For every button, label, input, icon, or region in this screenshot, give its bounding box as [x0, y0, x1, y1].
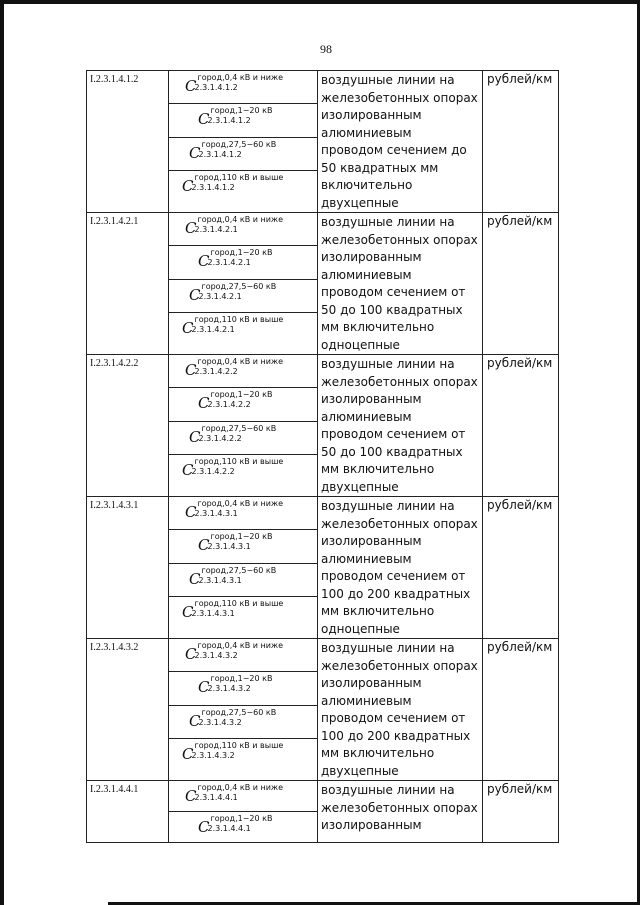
- description-line: двухцепные: [321, 763, 399, 778]
- formula-scripts: [196, 357, 283, 377]
- row-unit: рублей/км: [483, 781, 559, 843]
- formula-superscript: город,1−20 кВ: [210, 532, 273, 542]
- rate-symbol: C: [182, 745, 194, 764]
- rate-symbol: C: [185, 787, 197, 805]
- formula-superscript: город,27,5−60 кВ: [201, 707, 277, 717]
- description-line: воздушные линии на: [321, 499, 455, 513]
- description-line: алюминиевым: [321, 125, 412, 140]
- formula-subscript: 2.3.1.4.3.1: [194, 509, 238, 518]
- formula-cell: [169, 739, 318, 781]
- row-code: I.2.3.1.4.3.1: [87, 497, 169, 639]
- formula-scripts: [209, 674, 272, 694]
- rate-symbol: C: [185, 503, 197, 521]
- rate-formula: [169, 497, 317, 520]
- formula-superscript: город,110 кВ и выше: [194, 741, 284, 751]
- description-line: воздушные линии на: [321, 73, 455, 87]
- table-row: [87, 71, 559, 104]
- formula-cell: [169, 137, 318, 170]
- formula-subscript: 2.3.1.4.2.1: [194, 225, 238, 234]
- formula-subscript: 2.3.1.4.2.2: [198, 433, 242, 443]
- description-line: одноцепные: [321, 337, 400, 352]
- formula-cell: [169, 313, 318, 355]
- formula-scripts: [196, 73, 283, 93]
- row-description: [318, 497, 483, 639]
- formula-subscript: 2.3.1.4.1.2: [194, 83, 238, 92]
- formula-subscript: 2.3.1.4.4.1: [207, 824, 251, 833]
- formula-cell: [169, 639, 318, 672]
- rate-symbol: C: [198, 818, 210, 836]
- rate-formula: [169, 104, 317, 127]
- description-line: железобетонных опорах: [321, 516, 478, 531]
- rate-formula: [169, 530, 317, 553]
- description-line: мм включительно: [321, 320, 435, 334]
- formula-cell: [169, 171, 318, 213]
- formula-scripts: [209, 814, 272, 834]
- rate-formula: [169, 388, 317, 411]
- rate-symbol: C: [185, 77, 197, 95]
- rate-symbol: C: [189, 427, 201, 446]
- formula-subscript: 2.3.1.4.3.2: [198, 717, 242, 727]
- formula-subscript: 2.3.1.4.3.1: [191, 609, 235, 619]
- formula-superscript: город,110 кВ и выше: [194, 599, 284, 609]
- table-row: [87, 639, 559, 672]
- row-unit: рублей/км: [483, 71, 559, 213]
- row-unit: рублей/км: [483, 639, 559, 781]
- row-description: [318, 639, 483, 781]
- rate-symbol: C: [182, 177, 194, 196]
- formula-subscript: 2.3.1.4.3.1: [198, 575, 242, 585]
- formula-scripts: [209, 532, 272, 552]
- formula-superscript: город,0,4 кВ и ниже: [197, 357, 284, 366]
- formula-superscript: город,110 кВ и выше: [194, 173, 284, 183]
- formula-subscript: 2.3.1.4.2.2: [191, 467, 235, 477]
- formula-scripts: [200, 566, 276, 586]
- formula-cell: [169, 455, 318, 497]
- formula-subscript: 2.3.1.4.1.2: [207, 116, 251, 126]
- description-line: железобетонных опорах: [321, 90, 478, 105]
- formula-superscript: город,27,5−60 кВ: [201, 139, 277, 149]
- rate-symbol: C: [189, 711, 201, 730]
- formula-scripts: [200, 424, 276, 444]
- formula-superscript: город,110 кВ и выше: [194, 457, 284, 467]
- rate-formula: [169, 138, 317, 161]
- formula-subscript: 2.3.1.4.3.2: [194, 651, 238, 660]
- description-line: воздушные линии на: [321, 641, 455, 655]
- formula-scripts: [209, 390, 272, 410]
- formula-superscript: город,110 кВ и выше: [194, 315, 284, 325]
- rate-formula: [169, 597, 317, 620]
- description-line: воздушные линии на: [321, 357, 455, 371]
- description-line: железобетонных опорах: [321, 658, 478, 673]
- formula-cell: [169, 563, 318, 596]
- formula-subscript: 2.3.1.4.3.1: [207, 542, 251, 552]
- formula-scripts: [193, 457, 283, 477]
- rate-formula: [169, 280, 317, 303]
- formula-scripts: [209, 106, 272, 126]
- formula-scripts: [200, 708, 276, 728]
- rate-symbol: C: [198, 110, 210, 129]
- formula-cell: [169, 672, 318, 705]
- description-line: проводом сечением до: [321, 143, 467, 157]
- formula-scripts: [200, 282, 276, 302]
- rate-formula: [169, 246, 317, 269]
- rate-symbol: C: [185, 219, 197, 237]
- formula-scripts: [193, 315, 283, 335]
- formula-subscript: 2.3.1.4.2.1: [198, 291, 242, 301]
- formula-scripts: [196, 783, 283, 803]
- description-line: изолированным: [321, 250, 422, 264]
- table-row: [87, 213, 559, 246]
- rate-formula: [169, 422, 317, 445]
- formula-cell: [169, 71, 318, 104]
- row-unit: рублей/км: [483, 497, 559, 639]
- rate-symbol: C: [198, 536, 210, 555]
- description-line: проводом сечением от: [321, 427, 466, 441]
- description-line: мм включительно: [321, 746, 435, 760]
- rate-symbol: C: [198, 678, 210, 697]
- rate-formula: [169, 812, 317, 835]
- description-line: изолированным: [321, 534, 422, 548]
- formula-subscript: 2.3.1.4.2.1: [207, 258, 251, 268]
- row-code: I.2.3.1.4.2.2: [87, 355, 169, 497]
- description-line: 100 до 200 квадратных: [321, 728, 471, 743]
- formula-subscript: 2.3.1.4.1.2: [198, 149, 242, 159]
- rate-formula: [169, 213, 317, 236]
- tariff-table: [86, 70, 559, 843]
- formula-superscript: город,0,4 кВ и ниже: [197, 641, 284, 650]
- description-line: проводом сечением от: [321, 569, 466, 583]
- description-line: проводом сечением от: [321, 711, 466, 725]
- description-line: 100 до 200 квадратных: [321, 586, 471, 601]
- formula-cell: [169, 279, 318, 312]
- row-code: I.2.3.1.4.1.2: [87, 71, 169, 213]
- formula-scripts: [196, 641, 283, 661]
- formula-superscript: город,1−20 кВ: [210, 106, 273, 116]
- row-description: [318, 355, 483, 497]
- row-description: [318, 213, 483, 355]
- description-line: железобетонных опорах: [321, 800, 478, 815]
- formula-subscript: 2.3.1.4.2.2: [194, 367, 238, 376]
- description-line: изолированным: [321, 676, 422, 690]
- rate-symbol: C: [182, 603, 194, 622]
- row-description: [318, 781, 483, 843]
- formula-scripts: [209, 248, 272, 268]
- rate-formula: [169, 171, 317, 194]
- description-line: алюминиевым: [321, 551, 412, 566]
- row-code: I.2.3.1.4.3.2: [87, 639, 169, 781]
- formula-superscript: город,1−20 кВ: [210, 390, 273, 400]
- description-line: мм включительно: [321, 462, 435, 476]
- rate-formula: [169, 564, 317, 587]
- description-line: воздушные линии на: [321, 783, 455, 797]
- rate-formula: [169, 71, 317, 94]
- formula-subscript: 2.3.1.4.1.2: [191, 183, 235, 193]
- description-line: алюминиевым: [321, 693, 412, 708]
- rate-symbol: C: [189, 569, 201, 588]
- formula-cell: [169, 781, 318, 812]
- formula-superscript: город,1−20 кВ: [210, 248, 273, 258]
- formula-subscript: 2.3.1.4.2.1: [191, 325, 235, 335]
- formula-superscript: город,0,4 кВ и ниже: [197, 215, 284, 224]
- description-line: алюминиевым: [321, 409, 412, 424]
- formula-cell: [169, 246, 318, 279]
- formula-cell: [169, 705, 318, 738]
- formula-cell: [169, 388, 318, 421]
- rate-symbol: C: [189, 143, 201, 162]
- formula-cell: [169, 421, 318, 454]
- rate-symbol: C: [182, 319, 194, 338]
- formula-scripts: [200, 140, 276, 160]
- row-description: [318, 71, 483, 213]
- description-line: изолированным: [321, 818, 422, 832]
- rate-formula: [169, 706, 317, 729]
- formula-subscript: 2.3.1.4.2.2: [207, 400, 251, 410]
- formula-superscript: город,1−20 кВ: [210, 814, 273, 823]
- row-code: I.2.3.1.4.4.1: [87, 781, 169, 843]
- formula-superscript: город,0,4 кВ и ниже: [197, 73, 284, 82]
- rate-formula: [169, 672, 317, 695]
- formula-superscript: город,27,5−60 кВ: [201, 565, 277, 575]
- formula-superscript: город,27,5−60 кВ: [201, 423, 277, 433]
- table-row: [87, 355, 559, 388]
- formula-scripts: [193, 741, 283, 761]
- formula-subscript: 2.3.1.4.3.2: [191, 751, 235, 761]
- description-line: изолированным: [321, 108, 422, 122]
- description-line: мм включительно: [321, 604, 435, 618]
- formula-scripts: [196, 215, 283, 235]
- formula-scripts: [196, 499, 283, 519]
- rate-formula: [169, 313, 317, 336]
- row-unit: рублей/км: [483, 355, 559, 497]
- formula-superscript: город,1−20 кВ: [210, 674, 273, 684]
- formula-cell: [169, 497, 318, 530]
- rate-symbol: C: [182, 461, 194, 480]
- formula-subscript: 2.3.1.4.3.2: [207, 684, 251, 694]
- row-code: I.2.3.1.4.2.1: [87, 213, 169, 355]
- formula-cell: [169, 812, 318, 843]
- description-line: включительно: [321, 178, 413, 192]
- rate-formula: [169, 639, 317, 662]
- description-line: 50 до 100 квадратных: [321, 444, 463, 459]
- rate-symbol: C: [185, 361, 197, 379]
- rate-formula: [169, 781, 317, 804]
- description-line: железобетонных опорах: [321, 374, 478, 389]
- description-line: воздушные линии на: [321, 215, 455, 229]
- rate-symbol: C: [185, 645, 197, 663]
- rate-symbol: C: [198, 394, 210, 413]
- rate-symbol: C: [198, 252, 210, 271]
- formula-cell: [169, 597, 318, 639]
- formula-superscript: город,0,4 кВ и ниже: [197, 783, 284, 792]
- description-line: проводом сечением от: [321, 285, 466, 299]
- formula-cell: [169, 530, 318, 563]
- formula-superscript: город,27,5−60 кВ: [201, 281, 277, 291]
- description-line: алюминиевым: [321, 267, 412, 282]
- page-number: 98: [320, 42, 332, 56]
- table-row: [87, 781, 559, 812]
- formula-subscript: 2.3.1.4.4.1: [194, 793, 238, 802]
- formula-scripts: [193, 599, 283, 619]
- scan-border-left: [0, 0, 4, 905]
- rate-formula: [169, 739, 317, 762]
- formula-scripts: [193, 173, 283, 193]
- description-line: двухцепные: [321, 195, 399, 210]
- formula-cell: [169, 104, 318, 137]
- description-line: одноцепные: [321, 621, 400, 636]
- description-line: двухцепные: [321, 479, 399, 494]
- rate-symbol: C: [189, 285, 201, 304]
- scan-border-top: [0, 0, 640, 4]
- rate-formula: [169, 355, 317, 378]
- rate-formula: [169, 455, 317, 478]
- table-row: [87, 497, 559, 530]
- description-line: изолированным: [321, 392, 422, 406]
- formula-superscript: город,0,4 кВ и ниже: [197, 499, 284, 508]
- tariff-table-body: [87, 71, 559, 843]
- description-line: железобетонных опорах: [321, 232, 478, 247]
- description-line: 50 квадратных мм: [321, 160, 439, 175]
- description-line: 50 до 100 квадратных: [321, 302, 463, 317]
- formula-cell: [169, 213, 318, 246]
- formula-cell: [169, 355, 318, 388]
- row-unit: рублей/км: [483, 213, 559, 355]
